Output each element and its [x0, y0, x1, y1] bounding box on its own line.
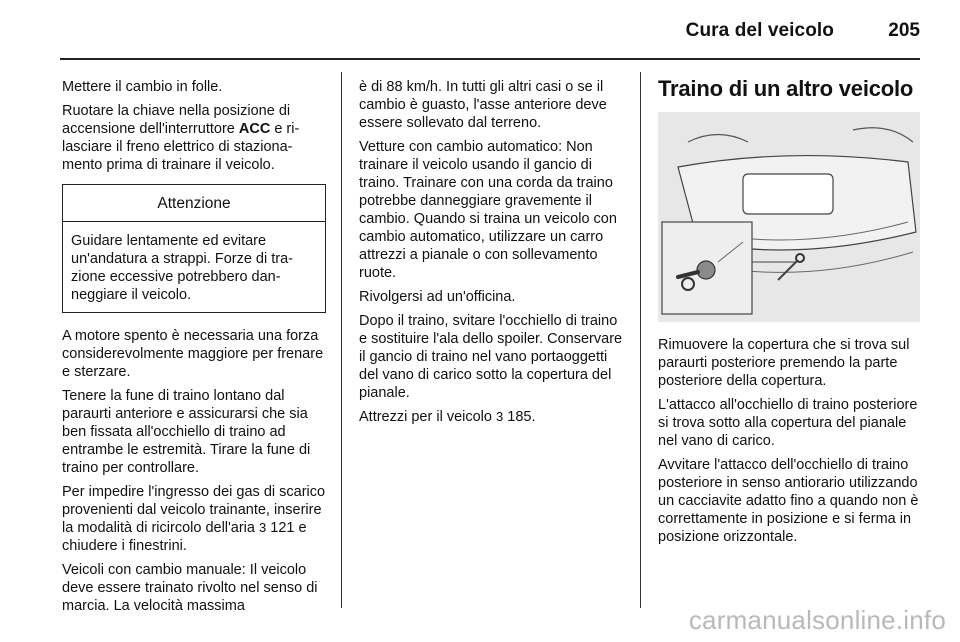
bold-term: ACC	[238, 121, 271, 137]
page-reference[interactable]: 185.	[503, 409, 536, 425]
paragraph: Rimuovere la copertura che si trova sul paraurti posteriore premendo la parte posteriore della copertura.	[658, 337, 910, 389]
paragraph	[62, 102, 326, 174]
paragraph	[359, 408, 625, 426]
watermark: carmanualsonline.info	[688, 605, 946, 635]
column-divider-1	[341, 72, 342, 608]
paragraph: Tenere la fune di traino lontano dal paraurti anteriore e assicurarsi che sia ben fissata all'occhiello di traino ad entrambe le estremità. Tirare la fune di traino per controllare.	[62, 388, 311, 476]
rear-bumper-drawing-icon	[658, 112, 920, 322]
paragraph: è di 88 km/h. In tutti gli altri casi o se il cambio è guasto, l'asse anteriore deve essere sollevato dal terreno.	[359, 79, 607, 131]
column-divider-2	[640, 72, 641, 608]
paragraph: Vetture con cambio automatico: Non trainare il veicolo usando il gancio di traino. Trainare con una corda da traino potrebbe danneggiare gravemente il cambio. Quando si traina un veicolo con cambio automatico, utilizzare un carro attrezzi a pianale o con sollevamento ruote.	[359, 139, 617, 281]
header-title: Cura del veicolo	[685, 20, 834, 41]
section-title: Traino di un altro veicolo	[658, 76, 914, 101]
page-reference[interactable]: 121 e chiudere i finestrini.	[62, 520, 307, 554]
text-span: Attrezzi per il veicolo	[359, 409, 496, 425]
text-span: Ruotare la chiave nella posizione di accensione dell'interruttore	[62, 103, 291, 137]
text-span: e rilasciare il freno elettrico di stazionamento prima di trainare il veicolo.	[62, 121, 300, 173]
warning-title: Attenzione	[63, 185, 325, 222]
page-number: 205	[888, 20, 920, 41]
page-reference-icon: 3	[259, 520, 267, 535]
paragraph: L'attacco all'occhiello di traino posteriore si trova sotto alla copertura del pianale nel vano di carico.	[658, 397, 918, 449]
paragraph: Rivolgersi ad un'officina.	[359, 289, 516, 305]
warning-box	[62, 184, 326, 313]
paragraph: Dopo il traino, svitare l'occhiello di traino e sostituire l'ala dello spoiler. Conservare il gancio di traino nel vano portaoggetti del vano di carico sotto la copertura del pianale.	[359, 313, 623, 401]
column-2	[359, 78, 625, 432]
column-3	[658, 78, 924, 552]
paragraph: A motore spento è necessaria una forza considerevolmente maggiore per frenare e sterzare.	[62, 328, 324, 380]
header-rule	[60, 58, 920, 60]
text-span: Per impedire l'ingresso dei gas di scarico provenienti dal veicolo trainante, inserire la modalità di ricircolo dell'aria	[62, 484, 326, 536]
paragraph	[62, 483, 326, 555]
paragraph: Veicoli con cambio manuale: Il veicolo deve essere trainato rivolto nel senso di marcia. La velocità massima	[62, 562, 318, 614]
column-1	[62, 78, 326, 621]
warning-body: Guidare lentamente ed evitare un'andatura a strappi. Forze di trazione eccessive potrebbero danneggiare il veicolo.	[71, 233, 294, 303]
towing-eye-illustration	[658, 112, 920, 322]
paragraph: Mettere il cambio in folle.	[62, 79, 223, 95]
paragraph: Avvitare l'attacco dell'occhiello di traino posteriore in senso antiorario utilizzando un cacciavite adatto fino a quando non è correttamente in posizione e si ferma in posizione orizzontale.	[658, 457, 919, 545]
page-reference-icon: 3	[496, 409, 504, 424]
